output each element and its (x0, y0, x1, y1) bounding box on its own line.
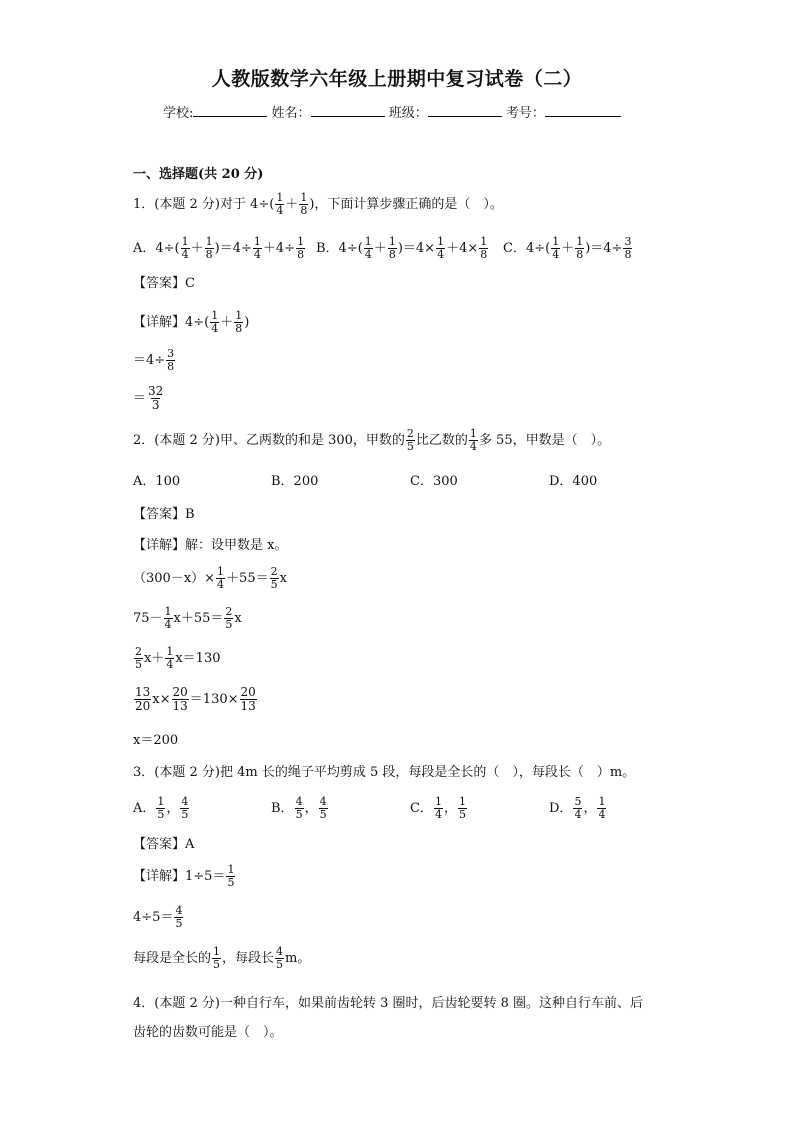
q3-option-d[interactable]: D． $\frac{5}{4}$ ， $\frac{1}{4}$ (549, 795, 606, 821)
school-label: 学校: (163, 106, 194, 121)
name-blank[interactable] (311, 104, 385, 117)
q1-stem-start: 1．(本题 2 分)对于 4÷( (133, 196, 275, 212)
q1-answer: 【答案】C (133, 276, 195, 291)
q1-detail: 【详解】4÷( $\frac{1}{4}$ ＋ $\frac{1}{8}$ ) (133, 309, 250, 335)
q2-line2: 75－ $\frac{1}{4}$ x＋55＝ $\frac{2}{5}$ x (133, 605, 242, 631)
q2-line4: $\frac{13}{20}$ x× $\frac{20}{13}$ ＝130× $\frac{20}{13}$ (135, 685, 256, 713)
q3-detail: 【详解】1÷5＝ $\frac{1}{5}$ (133, 863, 235, 889)
q2-line3: $\frac{2}{5}$ x＋ $\frac{1}{4}$ x＝130 (135, 645, 221, 671)
q1-stem: 1．(本题 2 分)对于 4÷( $\frac{1}{4}$ ＋ $\frac{1}{8}$ )，下面计算步骤正确的是（ ）。 (133, 191, 503, 217)
number-blank[interactable] (545, 104, 621, 117)
class-label: 班级： (388, 106, 428, 121)
number-label: 考号： (505, 106, 545, 121)
q2-option-b[interactable]: B．200 (271, 474, 319, 489)
q1-option-b[interactable]: B．4÷( $\frac{1}{4}$ ＋ $\frac{1}{8}$ )＝4× $\frac{1}{4}$ ＋4× $\frac{1}{8}$ (316, 235, 488, 261)
q3-line3: 每段是全长的 $\frac{1}{5}$ ，每段长 $\frac{4}{5}$ m。 (133, 945, 311, 971)
q1-stem-end: )，下面计算步骤正确的是（ ）。 (309, 196, 503, 212)
q3-option-b[interactable]: B． $\frac{4}{5}$ ， $\frac{4}{5}$ (271, 795, 327, 821)
q2-detail: 【详解】解：设甲数是 x。 (133, 538, 288, 553)
q2-line5: x＝200 (133, 733, 179, 748)
q1-step1: ＝4÷ $\frac{3}{8}$ (133, 347, 175, 373)
class-blank[interactable] (428, 104, 502, 117)
q1-option-c[interactable]: C．4÷( $\frac{1}{4}$ ＋ $\frac{1}{8}$ )＝4÷ $\frac{3}{8}$ (503, 235, 632, 261)
student-info-line (163, 104, 621, 120)
q3-option-a[interactable]: A． $\frac{1}{5}$ ， $\frac{4}{5}$ (133, 795, 189, 821)
q3-answer: 【答案】A (133, 837, 195, 852)
section-heading: 一、选择题(共 20 分) (133, 167, 264, 182)
q1-step2: ＝ $\frac{32}{3}$ (133, 384, 164, 412)
name-label: 姓名： (271, 106, 311, 121)
fraction: $\frac{1}{8}$ (300, 191, 308, 217)
q2-option-c[interactable]: C．300 (410, 474, 458, 489)
school-blank[interactable] (193, 104, 267, 117)
q4-stem-line1: 4．(本题 2 分)一种自行车，如果前齿轮转 3 圈时，后齿轮要转 8 圈。这种自行车前、后 (133, 996, 644, 1011)
q2-option-d[interactable]: D．400 (549, 474, 598, 489)
q2-option-a[interactable]: A．100 (133, 474, 181, 489)
q3-line2: 4÷5＝ $\frac{4}{5}$ (133, 904, 183, 930)
q4-stem-line2: 齿轮的齿数可能是（ ）。 (133, 1025, 283, 1040)
q2-answer: 【答案】B (133, 507, 195, 522)
page-title: 人教版数学六年级上册期中复习试卷（二） (211, 68, 583, 90)
fraction: $\frac{1}{4}$ (276, 191, 284, 217)
q2-stem: 2．(本题 2 分)甲、乙两数的和是 300，甲数的 $\frac{2}{5}$ 比乙数的 $\frac{1}{4}$ 多 55，甲数是（ ）。 (133, 427, 611, 453)
q3-stem: 3．(本题 2 分)把 4m 长的绳子平均剪成 5 段，每段是全长的（ ），每段长（ ）m。 (133, 765, 636, 780)
q2-line1: （300－x）× $\frac{1}{4}$ ＋55＝ $\frac{2}{5}$ x (133, 565, 287, 591)
q1-option-a[interactable]: A．4÷( $\frac{1}{4}$ ＋ $\frac{1}{8}$ )＝4÷ $\frac{1}{4}$ ＋4÷ $\frac{1}{8}$ (133, 235, 305, 261)
q3-option-c[interactable]: C． $\frac{1}{4}$ ， $\frac{1}{5}$ (410, 795, 466, 821)
